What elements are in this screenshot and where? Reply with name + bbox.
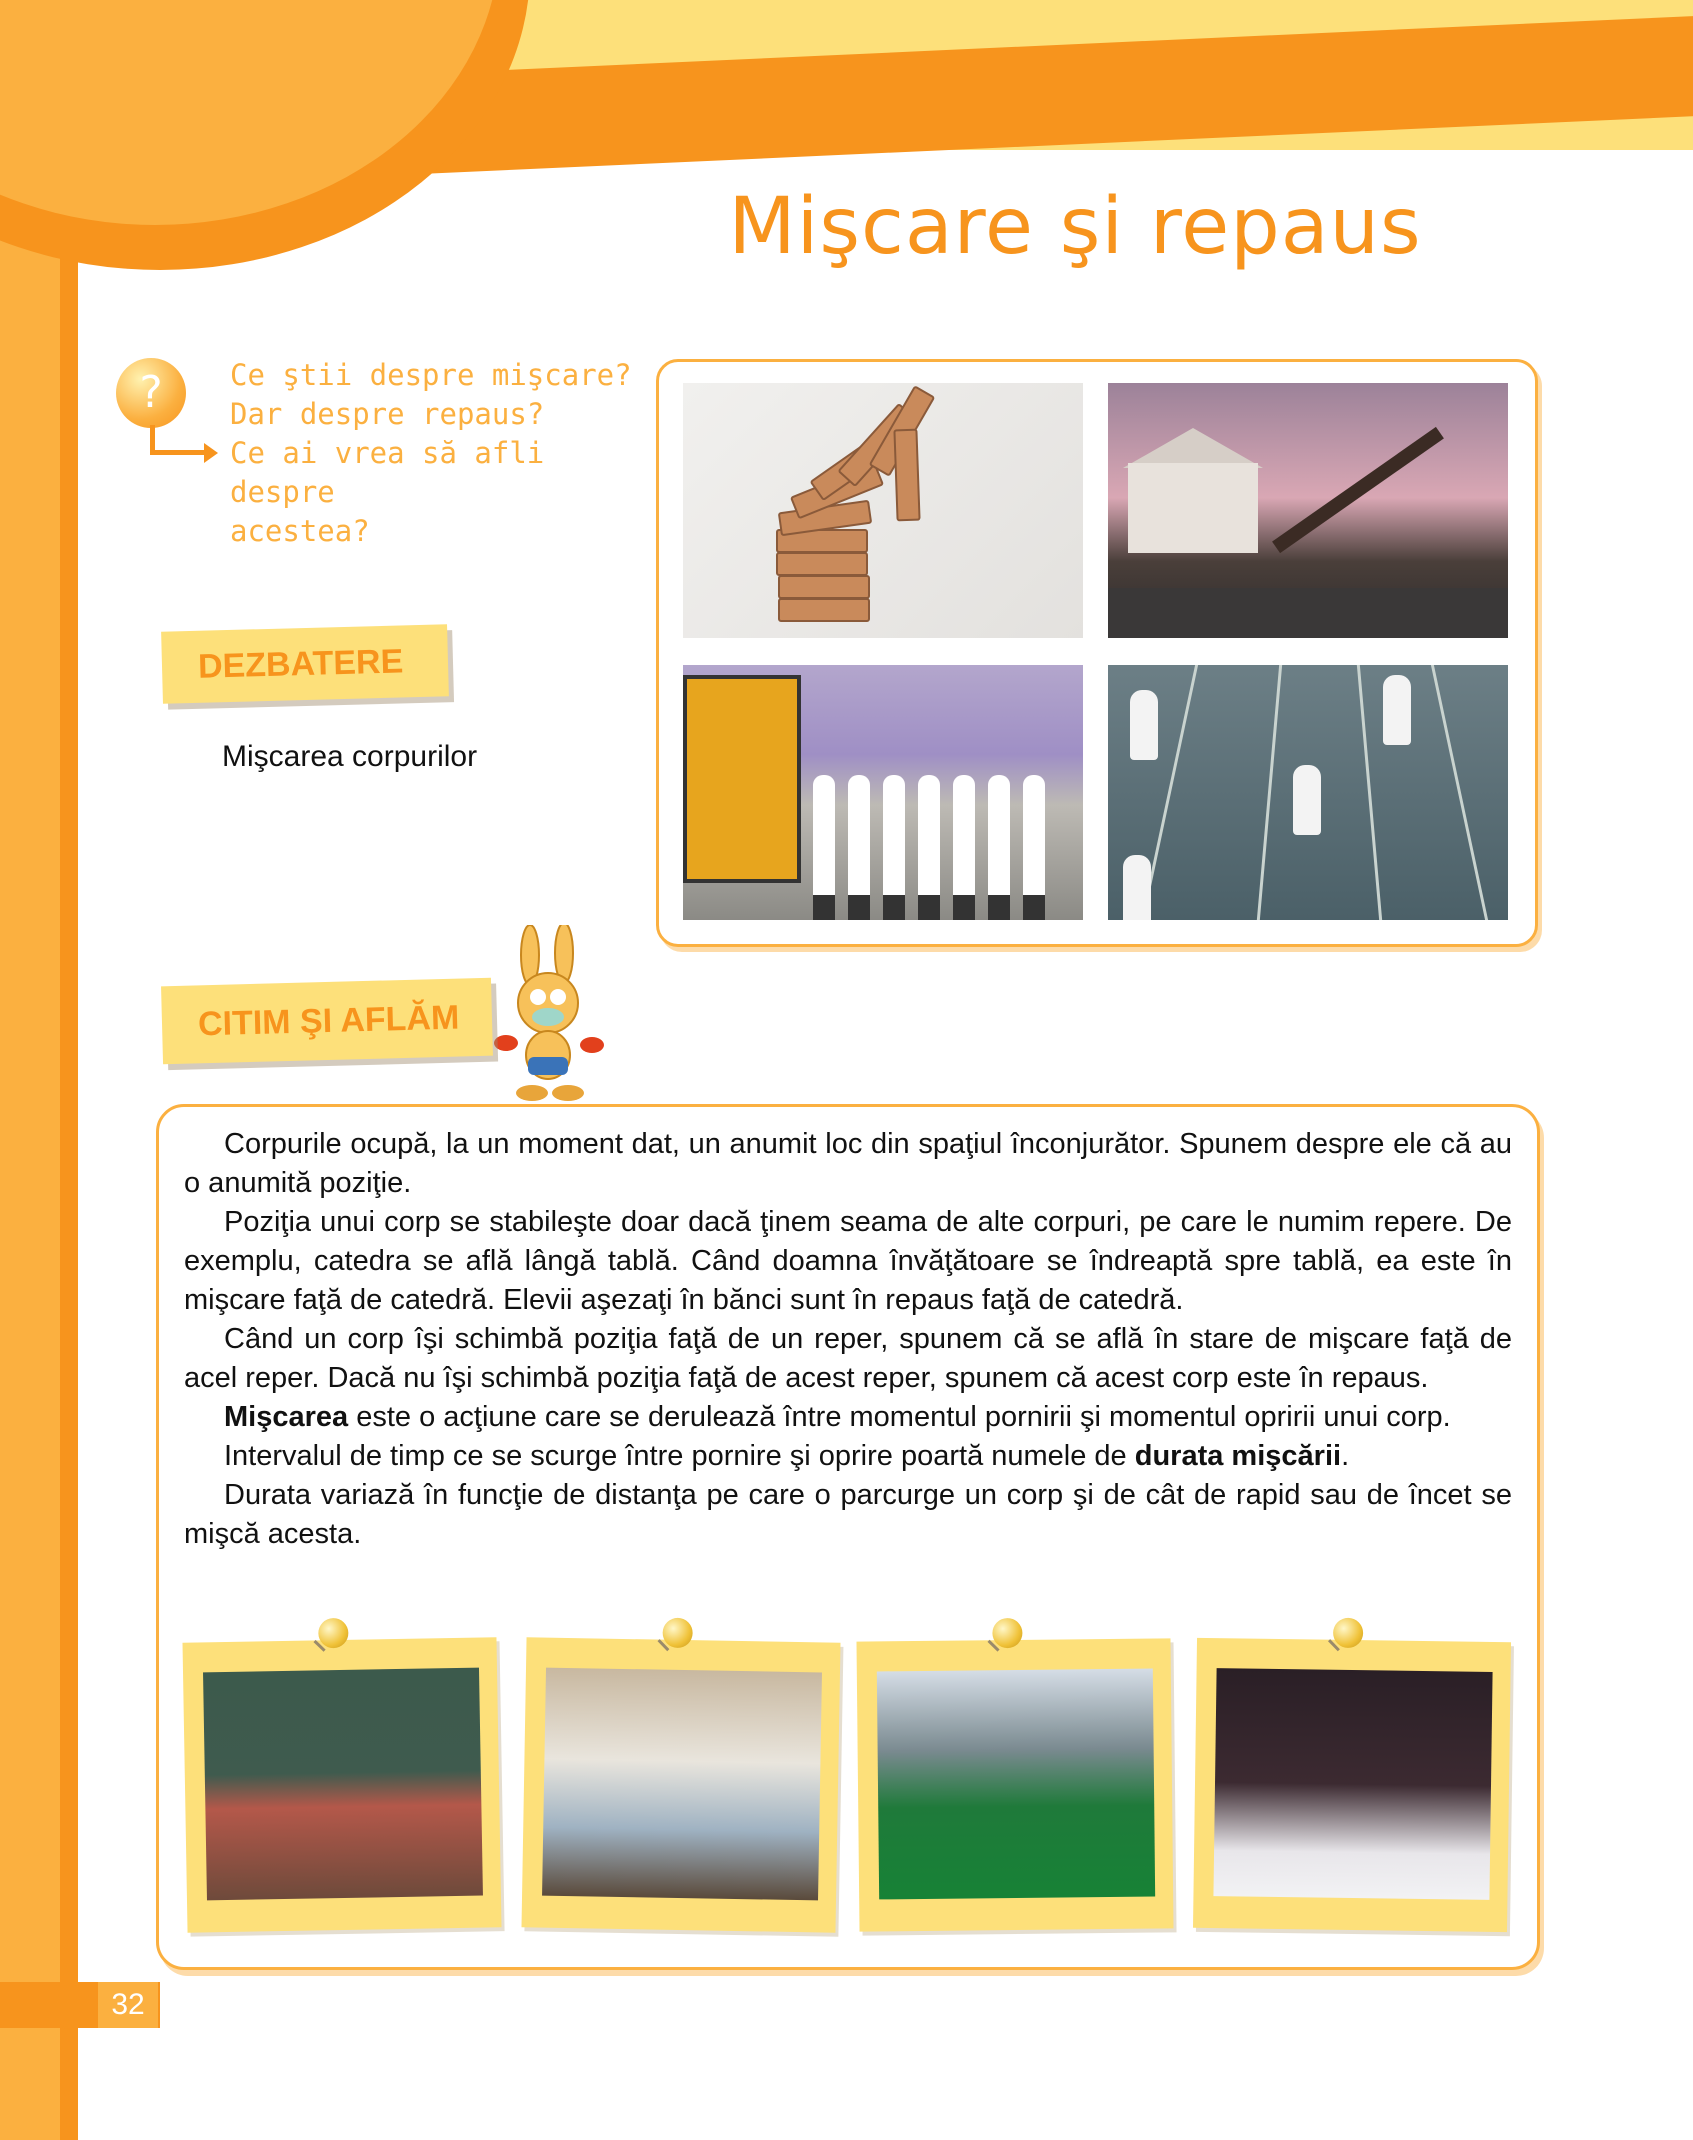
photo-runway — [1213, 1668, 1492, 1900]
bunny-mascot — [492, 925, 612, 1105]
reading-paragraph: Durata variază în funcţie de distanţa pe care o parcurge un corp şi de cât de rapid sau de încet se mişcă acesta. — [184, 1479, 1512, 1550]
debate-topic: Mişcarea corpurilor — [222, 740, 478, 773]
reading-paragraph: Când un corp îşi schimbă poziţia faţă de un reper, spunem că se află în stare de mişcare faţă de acel reper. Dacă nu îşi schimbă poziţia faţă de acest reper, spunem că acest corp este în repaus. — [184, 1323, 1512, 1394]
tree-trunk — [1272, 427, 1444, 553]
pushpin-icon — [1333, 1618, 1363, 1648]
bunny-glove — [580, 1037, 604, 1053]
kid-shape — [918, 775, 940, 920]
bunny-eye — [530, 989, 546, 1005]
question-text — [230, 356, 660, 551]
pinned-photo-runway — [1193, 1638, 1511, 1932]
pinned-photo-group-table — [521, 1637, 840, 1932]
kid-shape — [988, 775, 1010, 920]
photo-classroom — [203, 1668, 483, 1901]
bunny-foot — [552, 1085, 584, 1101]
bunny-eye — [550, 989, 566, 1005]
left-margin-bar-light — [0, 240, 60, 2140]
arrow-icon-shaft — [150, 450, 208, 455]
book-shape — [776, 552, 868, 576]
kid-shape — [883, 775, 905, 920]
reading-span: este o acţiune care se derulează între momentul pornirii şi momentul opririi unui corp. — [348, 1401, 1451, 1433]
track-lane — [1257, 665, 1282, 920]
pushpin-icon — [992, 1618, 1022, 1648]
bunny-glove — [494, 1035, 518, 1051]
book-shape — [778, 598, 870, 622]
question-line: acestea? — [230, 514, 370, 548]
house-roof — [1123, 428, 1263, 468]
photo-fallen-tree-house — [1108, 383, 1508, 638]
reading-paragraph: Poziţia unui corp se stabileşte doar dacă ţinem seama de alte corpuri, pe care le numim repere. De exemplu, catedra se află lângă tablă. Când doamna învăţătoare se îndreaptă spre tablă, ea este în mişcare faţă de catedră. Elevii aşezaţi în bănci sunt în repaus faţă de catedră. — [184, 1206, 1512, 1316]
reading-paragraph — [184, 1437, 1512, 1476]
road-shape — [1108, 588, 1508, 638]
pinned-photo-football — [856, 1638, 1173, 1931]
book-shape — [893, 429, 920, 522]
track-lane — [1357, 665, 1382, 920]
photo-falling-books — [683, 383, 1083, 638]
photo-running-kids — [1108, 665, 1508, 920]
question-line: Dar despre repaus? — [230, 397, 545, 431]
book-shape — [778, 575, 870, 599]
page-title: Mişcare şi repaus — [728, 182, 1422, 272]
runner-shape — [1123, 855, 1151, 920]
reading-label: CITIM ŞI AFLĂM — [161, 978, 493, 1065]
runner-shape — [1130, 690, 1158, 760]
question-icon: ? — [116, 358, 186, 428]
kid-shape — [848, 775, 870, 920]
question-line: Ce ştii despre mişcare? — [230, 358, 632, 392]
photo-school-bus-kids — [683, 665, 1083, 920]
pushpin-icon — [662, 1618, 693, 1649]
bunny-foot — [516, 1085, 548, 1101]
question-line: Ce ai vrea să afli despre — [230, 436, 545, 509]
kid-shape — [1023, 775, 1045, 920]
bus-shape — [683, 675, 801, 883]
pushpin-icon — [318, 1618, 349, 1649]
corner-circle-inner — [0, 0, 500, 225]
photo-group-table — [542, 1668, 822, 1901]
bold-term: durata mişcării — [1134, 1440, 1342, 1472]
kid-shape — [953, 775, 975, 920]
reading-text — [184, 1125, 1512, 1554]
runner-shape — [1293, 765, 1321, 835]
reading-paragraph: Corpurile ocupă, la un moment dat, un anumit loc din spaţiul înconjurător. Spunem despre ele că au o anumită poziţie. — [184, 1128, 1512, 1199]
bunny-mask — [532, 1008, 564, 1026]
bunny-shorts — [528, 1057, 568, 1075]
debate-label: DEZBATERE — [161, 624, 449, 703]
reading-paragraph — [184, 1398, 1512, 1437]
page-number: 32 — [98, 1982, 158, 2028]
runner-shape — [1383, 675, 1411, 745]
kid-shape — [813, 775, 835, 920]
house-shape — [1128, 463, 1258, 553]
reading-span: Intervalul de timp ce se scurge între pornire şi oprire poartă numele de — [224, 1440, 1135, 1472]
arrow-icon-head — [204, 443, 218, 463]
pinned-photo-classroom — [182, 1637, 501, 1932]
bold-term: Mişcarea — [224, 1401, 349, 1433]
photo-football — [877, 1669, 1155, 1900]
track-lane — [1431, 665, 1488, 920]
reading-span: . — [1341, 1440, 1350, 1472]
